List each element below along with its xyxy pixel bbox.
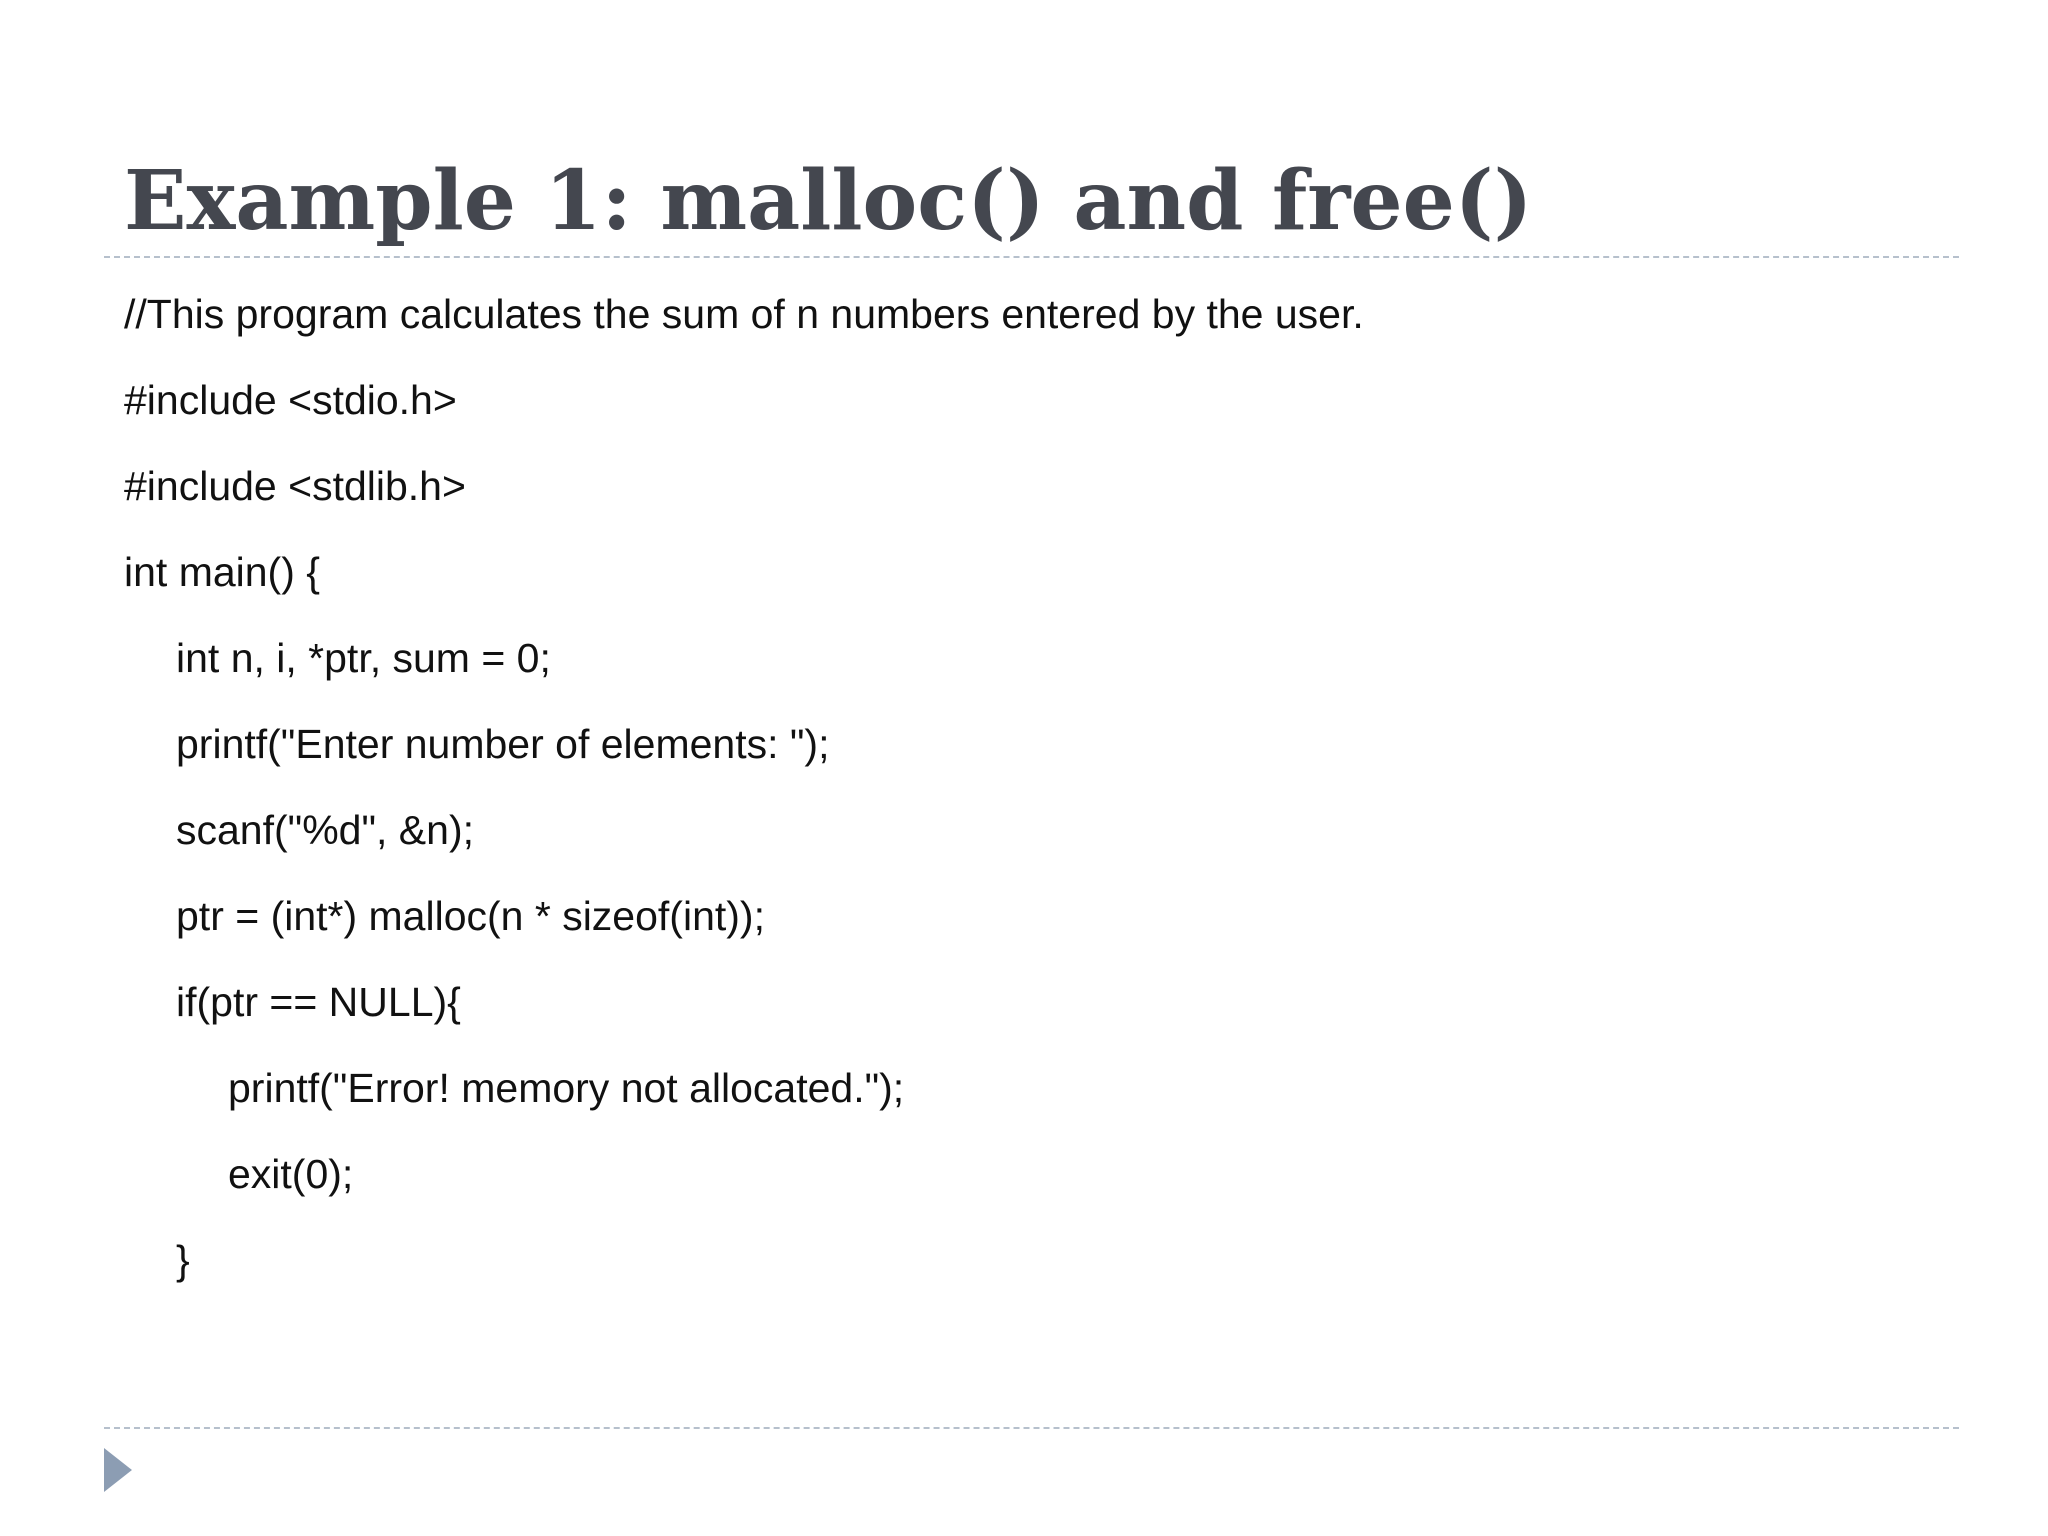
code-line: #include <stdlib.h> — [124, 463, 466, 509]
slide-title: Example 1: malloc() and free() — [124, 153, 1533, 249]
footer-divider — [104, 1427, 1959, 1429]
code-line: } — [176, 1237, 190, 1283]
code-block — [124, 285, 1924, 1317]
code-line: ptr = (int*) malloc(n * sizeof(int)); — [176, 893, 765, 939]
code-line: printf("Error! memory not allocated."); — [228, 1065, 905, 1111]
title-divider — [104, 256, 1959, 258]
triangle-right-icon — [104, 1448, 132, 1492]
code-line: //This program calculates the sum of n numbers entered by the user. — [124, 291, 1364, 337]
code-line: if(ptr == NULL){ — [176, 979, 461, 1025]
code-line: scanf("%d", &n); — [176, 807, 474, 853]
code-line: int main() { — [124, 549, 320, 595]
code-line: exit(0); — [228, 1151, 354, 1197]
code-line: int n, i, *ptr, sum = 0; — [176, 635, 551, 681]
code-line: printf("Enter number of elements: "); — [176, 721, 830, 767]
code-line: #include <stdio.h> — [124, 377, 457, 423]
